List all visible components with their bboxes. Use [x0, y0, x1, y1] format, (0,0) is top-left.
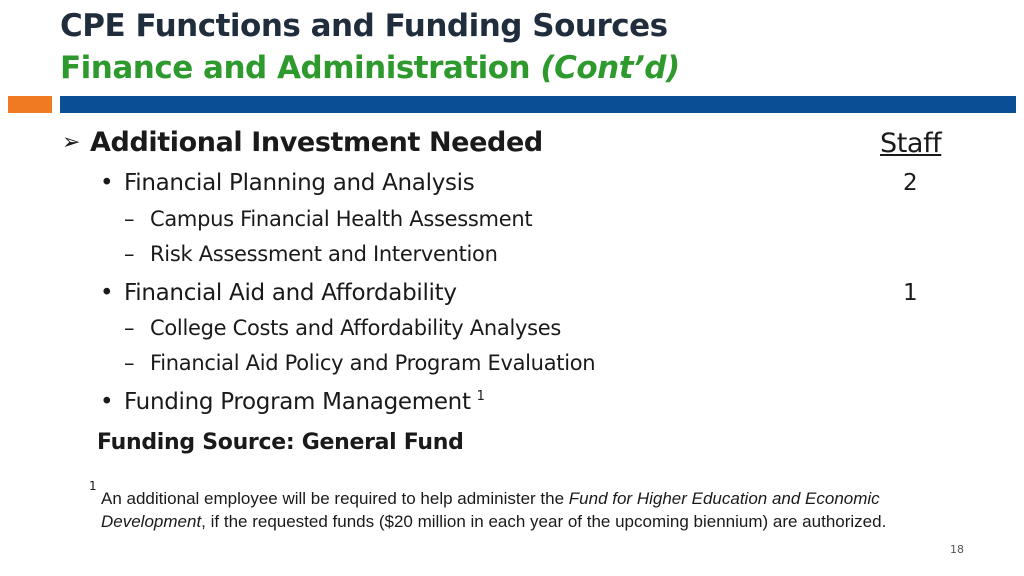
staff-count: 1	[903, 280, 918, 306]
footnote-text-italic: Fund for Higher Education and Economic Development	[101, 489, 880, 531]
sub-item	[124, 316, 561, 340]
arrow-bullet-icon: ➢	[62, 130, 81, 155]
bullet-icon: •	[100, 389, 114, 415]
subtitle-main: Finance and Administration	[60, 50, 531, 86]
dash-icon: –	[124, 351, 135, 375]
section-heading	[62, 127, 543, 158]
page-number: 18	[950, 543, 964, 556]
footnote-mark: 1	[89, 479, 97, 493]
funding-source: Funding Source: General Fund	[97, 430, 464, 455]
sub-item-label: College Costs and Affordability Analyses	[150, 316, 562, 340]
footnote-reference: 1	[476, 389, 485, 405]
sub-item	[124, 242, 498, 266]
footnote-text-after: , if the requested funds ($20 million in each year of the upcoming biennium) are authorized.	[201, 512, 887, 531]
list-item	[100, 389, 485, 415]
bullet-icon: •	[100, 170, 114, 196]
sub-item-label: Financial Aid Policy and Program Evaluation	[150, 351, 596, 375]
bullet-icon: •	[100, 280, 114, 306]
list-item	[100, 170, 474, 196]
footnote-text	[101, 487, 921, 533]
orange-accent-bar	[8, 96, 52, 113]
sub-item	[124, 207, 532, 231]
sub-item	[124, 351, 595, 375]
staff-count: 2	[903, 170, 918, 196]
dash-icon: –	[124, 207, 135, 231]
footnote-text-before: An additional employee will be required to help administer the	[101, 489, 569, 508]
item-label: Funding Program Management	[124, 389, 471, 415]
blue-header-rule	[60, 96, 1016, 113]
subtitle-italic: (Cont’d)	[540, 50, 680, 86]
item-label: Financial Planning and Analysis	[124, 170, 475, 196]
page-subtitle	[60, 50, 680, 86]
page-title: CPE Functions and Funding Sources	[60, 8, 668, 44]
sub-item-label: Risk Assessment and Intervention	[150, 242, 498, 266]
dash-icon: –	[124, 316, 135, 340]
list-item	[100, 280, 457, 306]
section-heading-label: Additional Investment Needed	[90, 127, 543, 158]
sub-item-label: Campus Financial Health Assessment	[150, 207, 533, 231]
item-label: Financial Aid and Affordability	[124, 280, 457, 306]
staff-column-header: Staff	[880, 128, 942, 159]
dash-icon: –	[124, 242, 135, 266]
